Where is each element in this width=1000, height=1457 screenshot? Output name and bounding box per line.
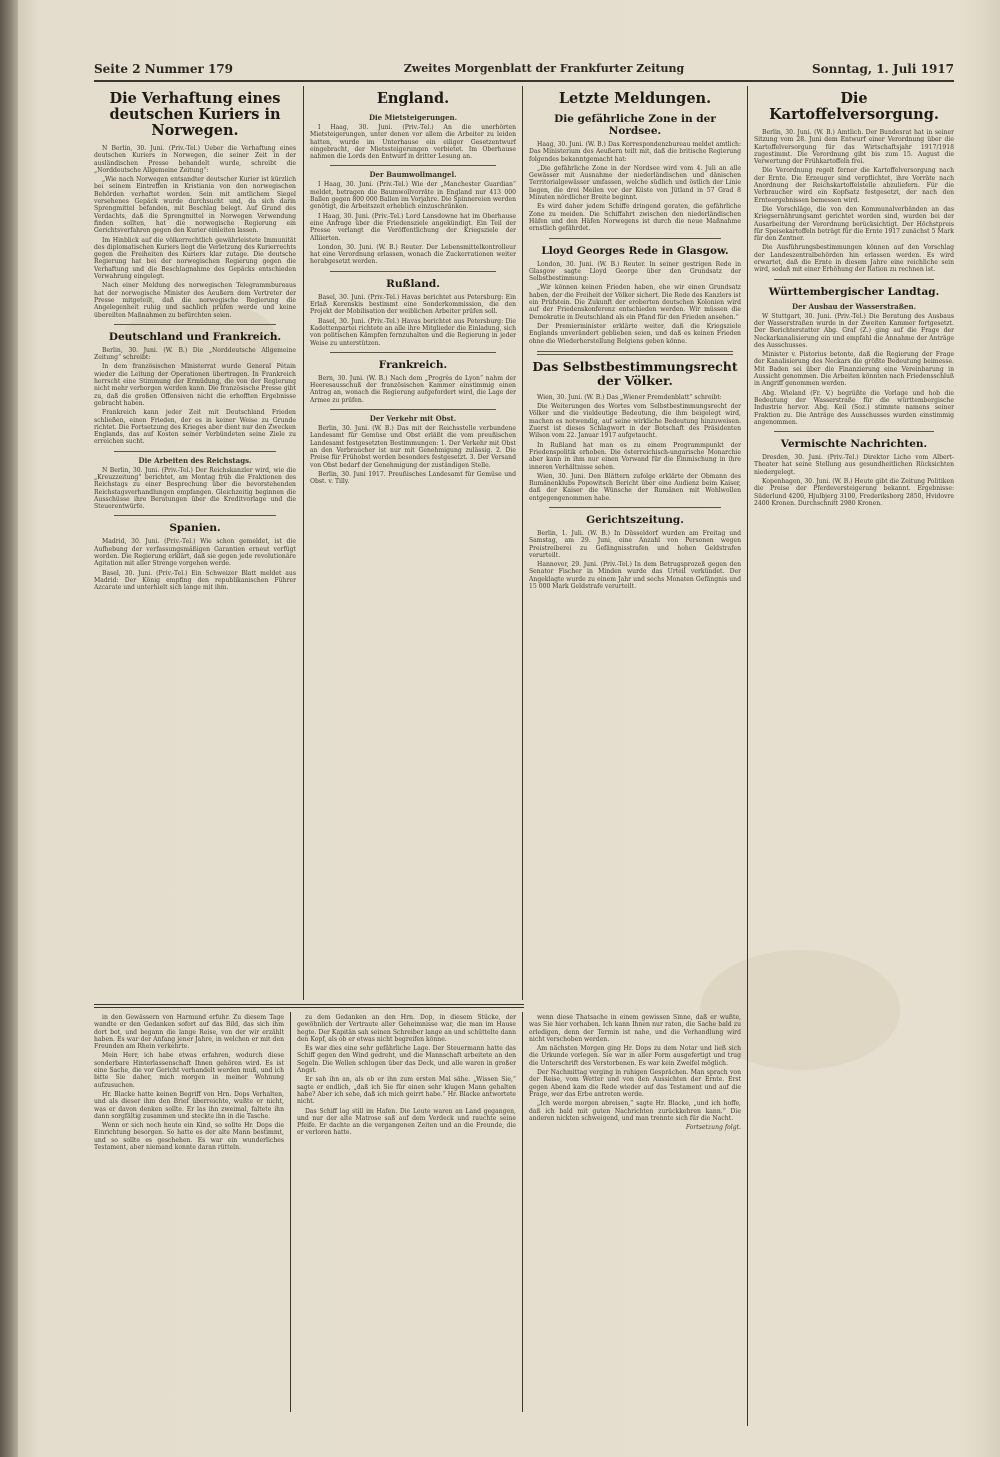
article-separator [114, 451, 276, 452]
headline-england: England. [376, 90, 450, 107]
headline-court-news: Gerichtszeitung. [586, 513, 684, 526]
headline-courier: Die Verhaftung eines deutschen Kuriers in Norwegen. [109, 90, 281, 139]
header-rule [94, 80, 954, 82]
column-1 [94, 88, 296, 1000]
article-separator [774, 431, 934, 432]
article-paragraph: Bern, 30. Juni. (W. B.) Nach dem „Progrès de Lyon“ nahm der Heeresausschuß der französischen Kammer einstimmig einen Antrag an, wonach die Regierung aufgefordert wird, die Lage der Armee zu prüfen. [310, 374, 516, 404]
article-paragraph: Dresden, 30. Juni. (Priv.-Tel.) Direktor Licho vom Albert-Theater hat seine Stellung aus gesundheitlichen Rücksichten niedergelegt. [754, 454, 954, 476]
article-separator [114, 515, 276, 516]
headline-self-determination: Das Selbstbestimmungsrecht der Völker. [532, 358, 738, 388]
headline-spain: Spanien. [169, 522, 221, 535]
article-paragraph: London, 30. Juni. (W. B.) Reuter. In seiner gestrigen Rede in Glasgow sagte Lloyd George über den Grundsatz der Selbstbestimmung: [529, 260, 741, 283]
article-paragraph: Berlin, 30. Juni 1917. Preußisches Landesamt für Gemüse und Obst. v. Tilly. [310, 470, 516, 486]
subheadline-fruit-trade: Der Verkehr mit Obst. [369, 414, 457, 424]
headline-reichstag: Die Arbeiten des Reichstags. [138, 455, 252, 465]
serial-paragraph: wenn diese Thatsache in einem gewissen Sinne, daß er wußte, was Sie hier vorhaben. Ich kann Ihnen nur raten, die Sache bald zu erledigen, denn der Termin ist nahe, und die Verhandlung wird nicht verschoben werden. [529, 1014, 741, 1043]
article-paragraph: Wien, 30. Juni. Den Blättern zufolge erklärte der Obmann des Rumänenklubs Popowitsch Bericht über eine Audienz beim Kaiser, daß der Kaiser die Wünsche der Rumänen mit Wohlwollen entgegengenommen habe. [529, 472, 741, 502]
serial-paragraph: Wenn er sich noch heute ein Kind, so sollte Hr. Dops die Einrichtung besorgen. So hatte es der alte Mann bestimmt, und so sollte es geschehen. Es war ein wunderliches Testament, aber niemand konnte daran rütteln. [94, 1122, 284, 1152]
article-separator [549, 507, 721, 508]
article-paragraph: Der Premierminister erklärte weiter, daß die Kriegsziele Englands unverändert geblieben seien, und daß es keinen Frieden ohne die Wiederherstellung Belgiens geben könne. [529, 322, 741, 345]
column-4 [754, 88, 954, 1428]
article-separator [774, 279, 934, 280]
article-separator [330, 271, 496, 272]
article-paragraph: N Berlin, 30. Juni. (Priv.-Tel.) Ueber die Verhaftung eines deutschen Kuriers in Norwegen, die seiner Zeit in der ausländischen Presse behandelt wurde, schreibt die „Norddeutsche Allgemeine Zeitung“: [94, 145, 296, 174]
serial-column-3 [529, 1014, 741, 1414]
headline-france: Frankreich. [378, 358, 448, 371]
article-paragraph: Basel, 30. Juni. (Priv.-Tel.) Havas berichtet aus Petersburg: Ein Erlaß Kerenskis bestimmt eine Sonderkommission, die den Projekt der Mobilisation der weiblichen Arbeiter prüfen soll. [310, 293, 516, 316]
column-rule [522, 1012, 523, 1412]
article-paragraph: Minister v. Pistorius betonte, daß die Regierung der Frage der Kanalisierung des Neckars die größte Bedeutung beimesse. Mit Baden sei über die Finanzierung eine Vereinbarung in Aussicht genommen. Die Arbeiten könnten nach Friedensschluß in Angriff genommen werden. [754, 351, 954, 388]
serial-paragraph: zu dem Gedanken an den Hrn. Dop, in diesem Stücke, der gewöhnlich der Vertraute aller Geheimnisse war, die man im Hause hegte. Der Kapitän sah seinen Schreiber lange an und schüttelte dann den Kopf, als ob er etwas nicht begreifen könne. [297, 1014, 516, 1043]
article-paragraph: Hannover, 29. Juni. (Priv.-Tel.) In dem Betrugsprozeß gegen den Senator Fischer in Minden wurde das Urteil verkündet. Der Angeklagte wurde zu einem Jahr und sechs Monaten Gefängnis und 15 000 Mark Geldstrafe verurteilt. [529, 561, 741, 591]
article-paragraph: Basel, 30. Juni. (Priv.-Tel.) Havas berichtet aus Petersburg: Die Kadettenpartei richtete an alle ihre Mitglieder die Einladung, sich von politischen Kämpfen fernzuhalten und die Regierung in jeder Weise zu unterstützen. [310, 317, 516, 347]
headline-wuerttemberg-landtag: Württembergischer Landtag. [768, 285, 940, 298]
article-paragraph: Abg. Wieland (Fr. V.) begrüßte die Vorlage und hob die Bedeutung der Wasserstraße für die württembergische Industrie hervor. Abg. Keil (Soz.) stimmte namens seiner Fraktion zu. Die Anträge des Ausschusses wurden einstimmig angenommen. [754, 389, 954, 426]
article-paragraph: Berlin, 30. Juni. (W. B.) Das mit der Reichsstelle verbundene Landesamt für Gemüse und Obst erläßt die vom preußischen Landesamt festgesetzten Bestimmungen: 1. Der Verkehr mit Obst an den Verbraucher ist nur mit Genehmigung zulässig. 2. Die Preise für Frühobst werden besonders festgesetzt. 3. Der Versand von Obst bedarf der Genehmigung der zuständigen Stelle. [310, 425, 516, 469]
page-header [94, 58, 954, 80]
article-paragraph: Madrid, 30. Juni. (Priv.-Tel.) Wie schon gemeldet, ist die Aufhebung der verfassungsmäßigen Garantien erneut verfügt worden. Die Regierung erklärt, daß sie gegen jede revolutionäre Agitation mit aller Strenge vorgehen werde. [94, 538, 296, 568]
serial-divider [94, 1007, 524, 1008]
article-paragraph: Frankreich kann jeder Zeit mit Deutschland Frieden schließen, einen Frieden, der es in keiner Weise zu Grunde richtet. Die Fortsetzung des Krieges aber dient nur den Zwecken Englands, das auf Kosten seiner Verbündeten seine Ziele zu erreichen sucht. [94, 409, 296, 446]
article-paragraph: Im Hinblick auf die völkerrechtlich gewährleistete Immunität des diplomatischen Kuriers liegt die Verletzung des Kurierrechts gegen die Freiheiten des Kuriers klar zutage. Die deutsche Regierung hat bei der norwegischen Regierung gegen die Verhaftung und die Beschlagnahme des Gepäcks entschieden Verwahrung eingelegt. [94, 236, 296, 281]
article-paragraph: Die Weiterungen des Wortes vom Selbstbestimmungsrecht der Völker und die vieldeutige Bedeutung, die ihm beigelegt wird, machen es notwendig, auf seine wirkliche Bedeutung hinzuweisen. Zuerst ist dieses Schlagwort in der Botschaft des Präsidenten Wilson vom 22. Januar 1917 aufgetaucht. [529, 403, 741, 440]
article-paragraph: „Wie nach Norwegen entsandter deutscher Kurier ist kürzlich bei seinem Eintreffen in Kristiania von den norwegischen Behörden verhaftet worden. Sein mit amtlichem Siegel versehenes Gepäck wurde durchsucht und, da sich darin Sprengmittel befanden, mit Beschlag belegt. Auf Grund des Verdachts, daß die Sprengmittel in Norwegen Verwendung finden sollten, hat die norwegische Regierung ein Gerichtsverfahren gegen den Kurier einleiten lassen. [94, 176, 296, 235]
article-paragraph: Wien, 30. Juni. (W. B.) Das „Wiener Fremdenblatt“ schreibt: [537, 393, 722, 401]
column-rule [290, 1012, 291, 1412]
article-paragraph: Berlin, 30. Juni. (W. B.) Die „Norddeutsche Allgemeine Zeitung“ schreibt: [94, 346, 296, 362]
page-number: Seite 2 Nummer 179 [94, 62, 234, 76]
article-separator [330, 352, 496, 353]
article-paragraph: Nach einer Meldung des norwegischen Telegrammbureaus hat der norwegische Minister des Aeußern dem Vertreter der Presse mitgeteilt, daß die norwegische Regierung die Angelegenheit ruhig und sachlich prüfen werde und keine übereilten Maßnahmen zu befürchten seien. [94, 282, 296, 319]
serial-divider [94, 1004, 524, 1005]
headline-germany-france: Deutschland und Frankreich. [108, 330, 282, 343]
article-paragraph: In dem französischen Ministerrat wurde General Pétain wieder die Leitung der Operationen übertragen. In Frankreich herrscht eine Stimmung der Ermüdung, die von der Regierung nicht mehr verborgen werden kann. Die französische Presse gibt zu, daß die großen Offensiven nicht die erhofften Ergebnisse gebracht haben. [94, 363, 296, 407]
serial-column-1 [94, 1014, 284, 1414]
headline-lloyd-george: Lloyd Georges Rede in Glasgow. [541, 244, 729, 257]
serial-paragraph: Der Nachmittag verging in ruhigen Gesprächen. Man sprach von der Reise, vom Wetter und von den Aussichten der Ernte. Erst gegen Abend kam die Rede wieder auf das Testament und auf die Frage, wer das Erbe antreten werde. [529, 1069, 741, 1098]
serial-paragraph: Am nächsten Morgen ging Hr. Dops zu dem Notar und ließ sich die Urkunde vorlegen. Sie war in aller Form ausgefertigt und trug die Unterschrift des Verstorbenen. Es war kein Zweifel möglich. [529, 1045, 741, 1067]
article-paragraph: W Stuttgart, 30. Juni. (Priv.-Tel.) Die Beratung des Ausbaus der Wasserstraßen wurde in der Zweiten Kammer fortgesetzt. Der Berichterstatter Abg. Graf (Z.) ging auf die Frage der Neckarkanalisierung ein und empfahl die Annahme der Anträge des Ausschusses. [754, 312, 954, 349]
headline-miscellaneous: Vermischte Nachrichten. [780, 438, 928, 451]
headline-latest-news: Letzte Meldungen. [558, 90, 712, 107]
serial-paragraph: „Ich werde morgen abreisen,“ sagte Hr. Blacke, „und ich hoffe, daß ich bald mit guten Nachrichten zurückkehren kann.“ Die anderen nickten schweigend, und man trennte sich für die Nacht. [529, 1100, 741, 1122]
binding-edge [0, 0, 18, 1457]
headline-russia: Rußland. [386, 277, 440, 290]
article-paragraph: Die Vorschläge, die von den Kommunalverbänden an das Kriegsernährungsamt gerichtet worden sind, wurden bei der Ausarbeitung der Verordnung berücksichtigt. Der Höchstpreis für Speisekartoffeln beträgt für die Ernte 1917 zunächst 5 Mark für den Zentner. [754, 205, 954, 243]
serial-column-2 [297, 1014, 516, 1414]
article-paragraph: Berlin, 1. Juli. (W. B.) In Düsseldorf wurden am Freitag und Samstag, am 29. Juni, eine Anzahl von Personen wegen Preistreiberei zu Gefängnisstrafen und hohen Geldstrafen verurteilt. [529, 529, 741, 559]
article-paragraph: Berlin, 30. Juni. (W. B.) Amtlich. Der Bundesrat hat in seiner Sitzung vom 28. Juni dem Entwurf einer Verordnung über die Kartoffelversorgung für das Wirtschaftsjahr 1917/1918 zugestimmt. Die Verordnung gibt bis zum 15. August die Verwertung der Frühkartoffeln frei. [754, 129, 954, 166]
article-paragraph: Es wird daher jedem Schiffe dringend geraten, die gefährliche Zone zu meiden. Die Schiffahrt zwischen den niederländischen Häfen und den Häfen Norwegens ist durch die neue Maßnahme ernstlich gefährdet. [529, 203, 741, 233]
article-paragraph: Haag, 30. Juni. (W. B.) Das Korrespondenzbureau meldet amtlich: Das Ministerium des Aeußern teilt mit, daß die britische Regierung folgendes bekanntgemacht hat: [529, 141, 741, 163]
column-3 [529, 88, 741, 1000]
column-rule [303, 86, 304, 1000]
article-paragraph: I Haag, 30. Juni. (Priv.-Tel.) Lord Lansdowne hat im Oberhause eine Anfrage über die Friedensziele angekündigt. Ein Teil der Presse verlangt die Veröffentlichung der Kriegsziele der Alliierten. [310, 212, 516, 242]
subheadline-cotton: Der Baumwollmangel. [369, 170, 457, 180]
article-separator [330, 409, 496, 410]
headline-north-sea-zone: Die gefährliche Zone in der Nordsee. [554, 113, 716, 137]
article-separator [549, 238, 721, 239]
serial-paragraph: Hr. Blacke hatte keinen Begriff von Hrn. Dops Verhalten, und als dieser ihm den Brief überreichte, wußte er nicht, was er davon denken sollte. Er las ihn zweimal, faltete ihn dann sorgfältig zusammen und steckte ihn in die Tasche. [94, 1090, 284, 1120]
serial-paragraph: Das Schiff lag still im Hafen. Die Leute waren an Land gegangen, und nur der alte Matrose saß auf dem Verdeck und rauchte seine Pfeife. Er dachte an die vergangenen Zeiten und an die Freunde, die er verloren hatte. [297, 1107, 516, 1137]
column-rule [522, 86, 523, 1000]
headline-potato-supply: Die Kartoffelversorgung. [769, 90, 939, 123]
article-paragraph: I Haag, 30. Juni. (Priv.-Tel.) Wie der „Manchester Guardian“ meldet, betragen die Baumwollvorräte in England nur 413 000 Ballen gegen 800 000 Ballen im Vorjahre. Die Spinnereien werden genötigt, die Arbeitszeit erheblich einzuschränken. [310, 181, 516, 211]
article-paragraph: Die Ausführungsbestimmungen können auf den Vorschlag der Landeszentralbehörden hin erlassen werden. Es wird erwartet, daß die Ernte in diesem Jahre eine reichliche sein wird, sodaß mit einer Erhöhung der Ration zu rechnen ist. [754, 244, 954, 274]
column-2 [310, 88, 516, 1000]
serial-paragraph: Es war dies eine sehr gefährliche Lage. Der Steuermann hatte das Schiff gegen den Wind gedreht, und die Mannschaft arbeitete an den Segeln. Die Wellen schlugen über das Deck, und alle waren in großer Angst. [297, 1045, 516, 1075]
article-separator [114, 324, 276, 325]
article-paragraph: London, 30. Juni. (W. B.) Reuter. Der Lebensmittelkontrolleur hat eine Verordnung erlassen, wonach die Zuckerrationen weiter herabgesetzt werden. [310, 243, 516, 266]
serial-paragraph: Er sah ihn an, als ob er ihn zum ersten Mal sähe. „Wissen Sie,“ sagte er endlich, „daß ich Sie für einen sehr klugen Mann gehalten habe? Aber ich sehe, daß ich mich geirrt habe.“ Hr. Blacke antwortete nicht. [297, 1076, 516, 1106]
article-paragraph: In Rußland hat man es zu einem Programmpunkt der Friedenspolitik erhoben. Die österreichisch-ungarische Monarchie aber kann in ihm nur einen Vorwand für die Einmischung in ihre inneren Verhältnisse sehen. [529, 441, 741, 471]
article-paragraph: I Haag, 30. Juni. (Priv.-Tel.) An die unerhörten Mietsteigerungen, unter denen vor allem die Arbeiter zu leiden hatten, wurde im Unterhause ein eiliger Gesetzentwurf eingebracht, der Mietssteigerungen verbietet. Im Oberhause nahmen die Lords den Entwurf in dritter Lesung an. [310, 124, 516, 161]
article-separator [330, 165, 496, 166]
article-paragraph: „Wir können keinen Frieden haben, ehe wir einen Grundsatz haben, der die Freiheit der Völker sichert. Die Rede des Kanzlers ist ein Prüfstein. Die Zukunft der eroberten deutschen Kolonien wird auf der Friedenskonferenz entschieden werden. Wir müssen die Demokratie in Deutschland als ein Pfand für den Frieden ansehen.“ [529, 284, 741, 321]
newspaper-name: Zweites Morgenblatt der Frankfurter Zeitung [403, 62, 685, 75]
serial-paragraph: in den Gewässern von Harmund erfuhr. Zu diesem Tage wandte er den Gedanken sofort auf das Bild, das sich ihm dort bot, und begann die lange Reise, von der wir erzählt haben. Es war der Anfang jener Jahre, in welchen er mit den Freunden am Rhein verkehrte. [94, 1014, 284, 1051]
article-paragraph: „Die gefährliche Zone in der Nordsee wird vom 4. Juli an alle Gewässer mit Ausnahme der niederländischen und dänischen Territorialgewässer umfassen, welche südlich und östlich der Linie liegen, die drei Meilen vor der Küste von Jütland in 57 Grad 8 Minuten nördlicher Breite beginnt. [529, 164, 741, 202]
article-paragraph: Basel, 30. Juni. (Priv.-Tel.) Ein Schweizer Blatt meldet aus Madrid: Der König empfing den republikanischen Führer Azcarate und unterhielt sich lange mit ihm. [94, 569, 296, 592]
issue-date: Sonntag, 1. Juli 1917 [812, 62, 954, 76]
subheadline-waterways: Der Ausbau der Wasserstraßen. [791, 301, 917, 311]
subheadline-rents: Die Mietsteigerungen. [368, 113, 458, 122]
serial-paragraph: Mein Herr, ich habe etwas erfahren, wodurch diese sonderbare Hinterlassenschaft Ihnen gehören wird. Es ist eine Sache, die vor Gericht verhandelt werden muß, und ich bitte Sie daher, mich morgen in meiner Wohnung aufzusuchen. [94, 1052, 284, 1089]
article-paragraph: Die Verordnung regelt ferner die Kartoffelversorgung nach der Ernte. Die Erzeuger sind verpflichtet, ihre Vorräte nach Anordnung der Reichskartoffelstelle abzuliefern. Für die Verbraucher wird ein Kopfsatz festgesetzt, der nach den Ernteergebnissen bemessen wird. [754, 167, 954, 204]
article-paragraph: N Berlin, 30. Juni. (Priv.-Tel.) Der Reichskanzler wird, wie die „Kreuzzeitung“ berichtet, am Montag früh die Fraktionen des Reichstags zu einer Besprechung über die bevorstehenden Reichstagsverhandlungen empfangen. Gleichzeitig beginnen die Ausschüsse ihre Beratungen über die Kreditvorlage und die Steuerentwürfe. [94, 466, 296, 511]
article-separator [537, 351, 733, 355]
article-paragraph: Kopenhagen, 30. Juni. (W. B.) Heute gibt die Zeitung Politiken die Preise der Pferdeversteigerung bekannt. Ergebnisse: Süderlund 4200, Hjulbjerg 3100, Frederiksborg 2850, Hvidovre 2400 Kronen. Durchschnitt 2980 Kronen. [754, 477, 954, 507]
column-rule [747, 86, 748, 1426]
serial-continuation: Fortsetzung folgt. [685, 1124, 741, 1132]
